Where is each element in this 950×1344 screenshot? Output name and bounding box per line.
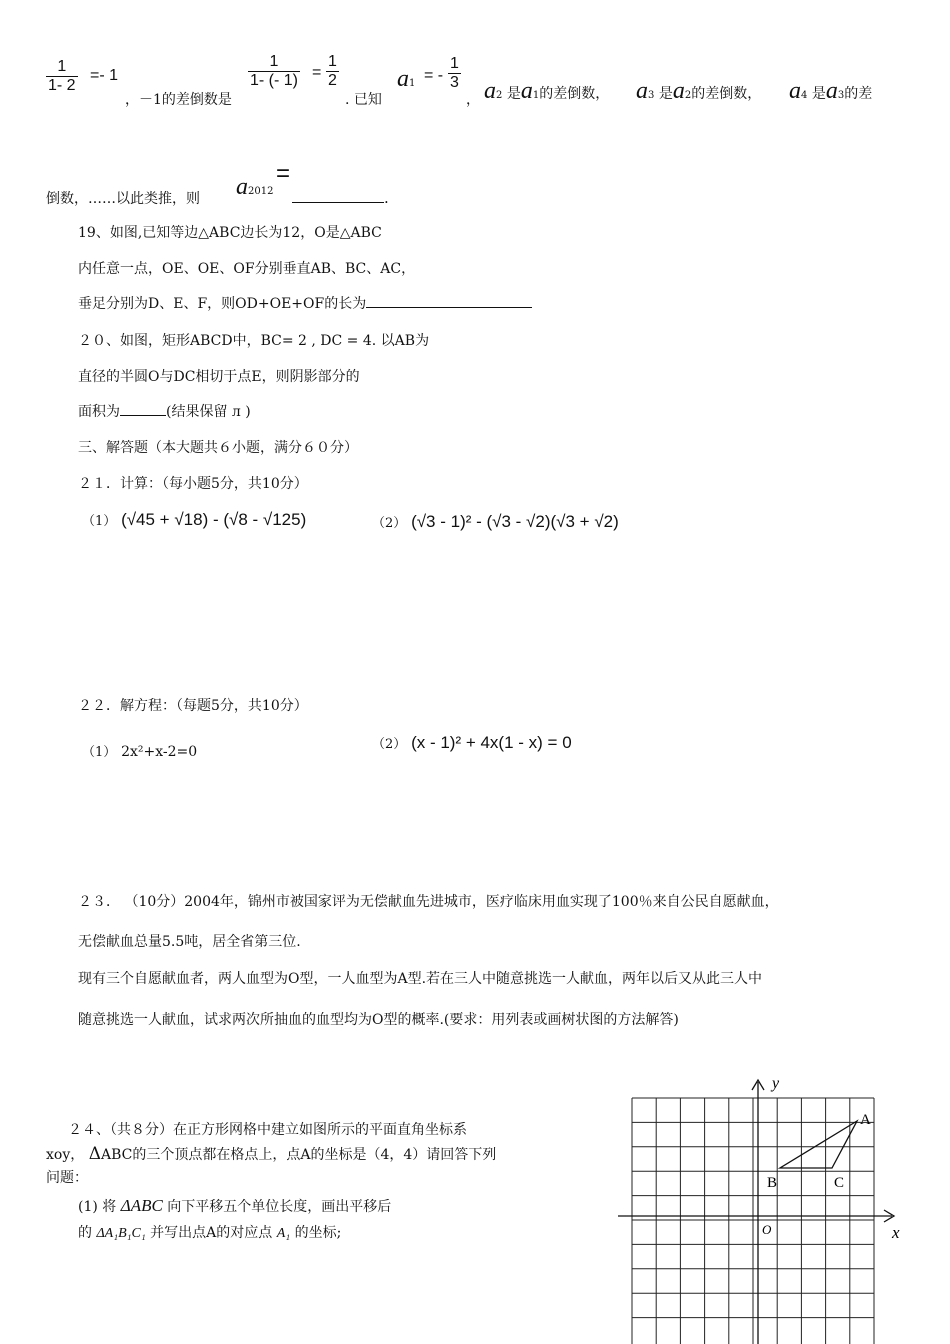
point-a-label: A [860, 1112, 871, 1128]
grid-lines [632, 1098, 874, 1344]
fraction-1-over-1-minus-neg1: $\frac{1}{1- (- 1)}$ [250, 53, 298, 89]
q22-part2: （2） (x - 1)² + 4x(1 - x) = 0 [372, 733, 572, 752]
origin-label: O [762, 1222, 772, 1237]
q20-line2: 直径的半圆O与DC相切于点E，则阴影部分的 [78, 369, 360, 385]
q19-line1: 19、如图,已知等边△ABC边长为12，O是△ABC [78, 225, 382, 241]
q18-text-b: . 已知 [345, 92, 382, 108]
q23-line3: 现有三个自愿献血者，两人血型为O型，一人血型为A型.若在三人中随意挑选一人献血，两年以后又从此三人中 [78, 971, 763, 987]
q23-line1: ２３． （10分）2004年，锦州市被国家评为无偿献血先进城市，医疗临床用血实现了100％来自公民自愿献血， [78, 894, 779, 910]
a3-is-diff-recip-of-a2: a3 是a2的差倒数， [636, 78, 762, 104]
triangle-abc [780, 1121, 857, 1168]
equals-minus-one: =- 1 [90, 67, 119, 84]
y-axis-label: y [772, 1075, 780, 1092]
answer-blank-q18[interactable]: . [292, 188, 389, 207]
q21-part1: （1） (√45 + √18) - (√8 - √125) [82, 510, 307, 529]
fraction-1-over-2: $\frac{1}{2}$ [328, 53, 337, 89]
q19-line3: 垂足分别为D、E、F，则OD+OE+OF的长为 [78, 293, 532, 313]
equals-sign-large: = [276, 160, 291, 187]
q19-line2: 内任意一点，OE、OE、OF分别垂直AB、BC、AC， [78, 261, 416, 277]
answer-blank-q20[interactable] [120, 403, 166, 416]
q21-part2: （2） (√3 - 1)² - (√3 - √2)(√3 + √2) [372, 512, 619, 531]
answer-blank-q19[interactable] [366, 295, 532, 308]
a4-is-diff-recip-of-a3: a4 是a3的差 [789, 78, 873, 104]
q24-line5: 的 ΔA₁B₁C₁ 并写出点A的对应点 A₁ 的坐标; [78, 1225, 342, 1241]
x-axis-label: x [892, 1223, 900, 1242]
coordinate-grid-figure [610, 1074, 940, 1344]
point-b-label: B [767, 1175, 778, 1191]
equals-sign: = [312, 64, 322, 81]
q24-line4: (1) 将 ΔABC 向下平移五个单位长度，画出平移后 [78, 1196, 392, 1215]
a2-is-diff-recip-of-a1: a2 是a1的差倒数， [484, 78, 610, 104]
q18-text-a: ，－1的差倒数是 [125, 92, 232, 108]
fraction-1-over-1-minus-2: $\frac{1}{1- 2}$ [48, 58, 76, 94]
q22-title: ２２．解方程：（每题5分，共10分） [78, 698, 308, 714]
point-c-label: C [834, 1175, 845, 1191]
q20-line1: ２０、如图，矩形ABCD中，BC= 2 , DC = 4. 以AB为 [78, 333, 430, 349]
a2012-term: a2012 [236, 174, 274, 200]
q18-line2-text: 倒数，……以此类推，则 [46, 191, 200, 207]
q23-line2: 无偿献血总量5.5吨，居全省第三位. [78, 934, 301, 950]
q24-line2: xoy， ΔABC的三个顶点都在格点上，点A的坐标是（4，4）请回答下列 [46, 1144, 497, 1164]
fraction-1-over-3: $\frac{1}{3}$ [450, 55, 459, 91]
q22-part1: （1） 2x²+x-2=0 [82, 744, 198, 760]
equals-minus: = - [424, 67, 444, 84]
q24-line1: ２４、（共８分）在正方形网格中建立如图所示的平面直角坐标系 [68, 1122, 467, 1138]
q24-line3: 问题： [46, 1170, 88, 1186]
q20-line3: 面积为 (结果保留 л ) [78, 404, 251, 420]
a1-term: a1 [397, 66, 416, 92]
section-3-title: 三、解答题（本大题共６小题，满分６０分） [78, 440, 358, 456]
q21-title: ２１．计算：（每小题5分，共10分） [78, 476, 308, 492]
q18-comma: ， [466, 92, 480, 108]
q23-line4: 随意挑选一人献血，试求两次所抽血的血型均为O型的概率.(要求：用列表或画树状图的方法解答) [78, 1012, 679, 1028]
